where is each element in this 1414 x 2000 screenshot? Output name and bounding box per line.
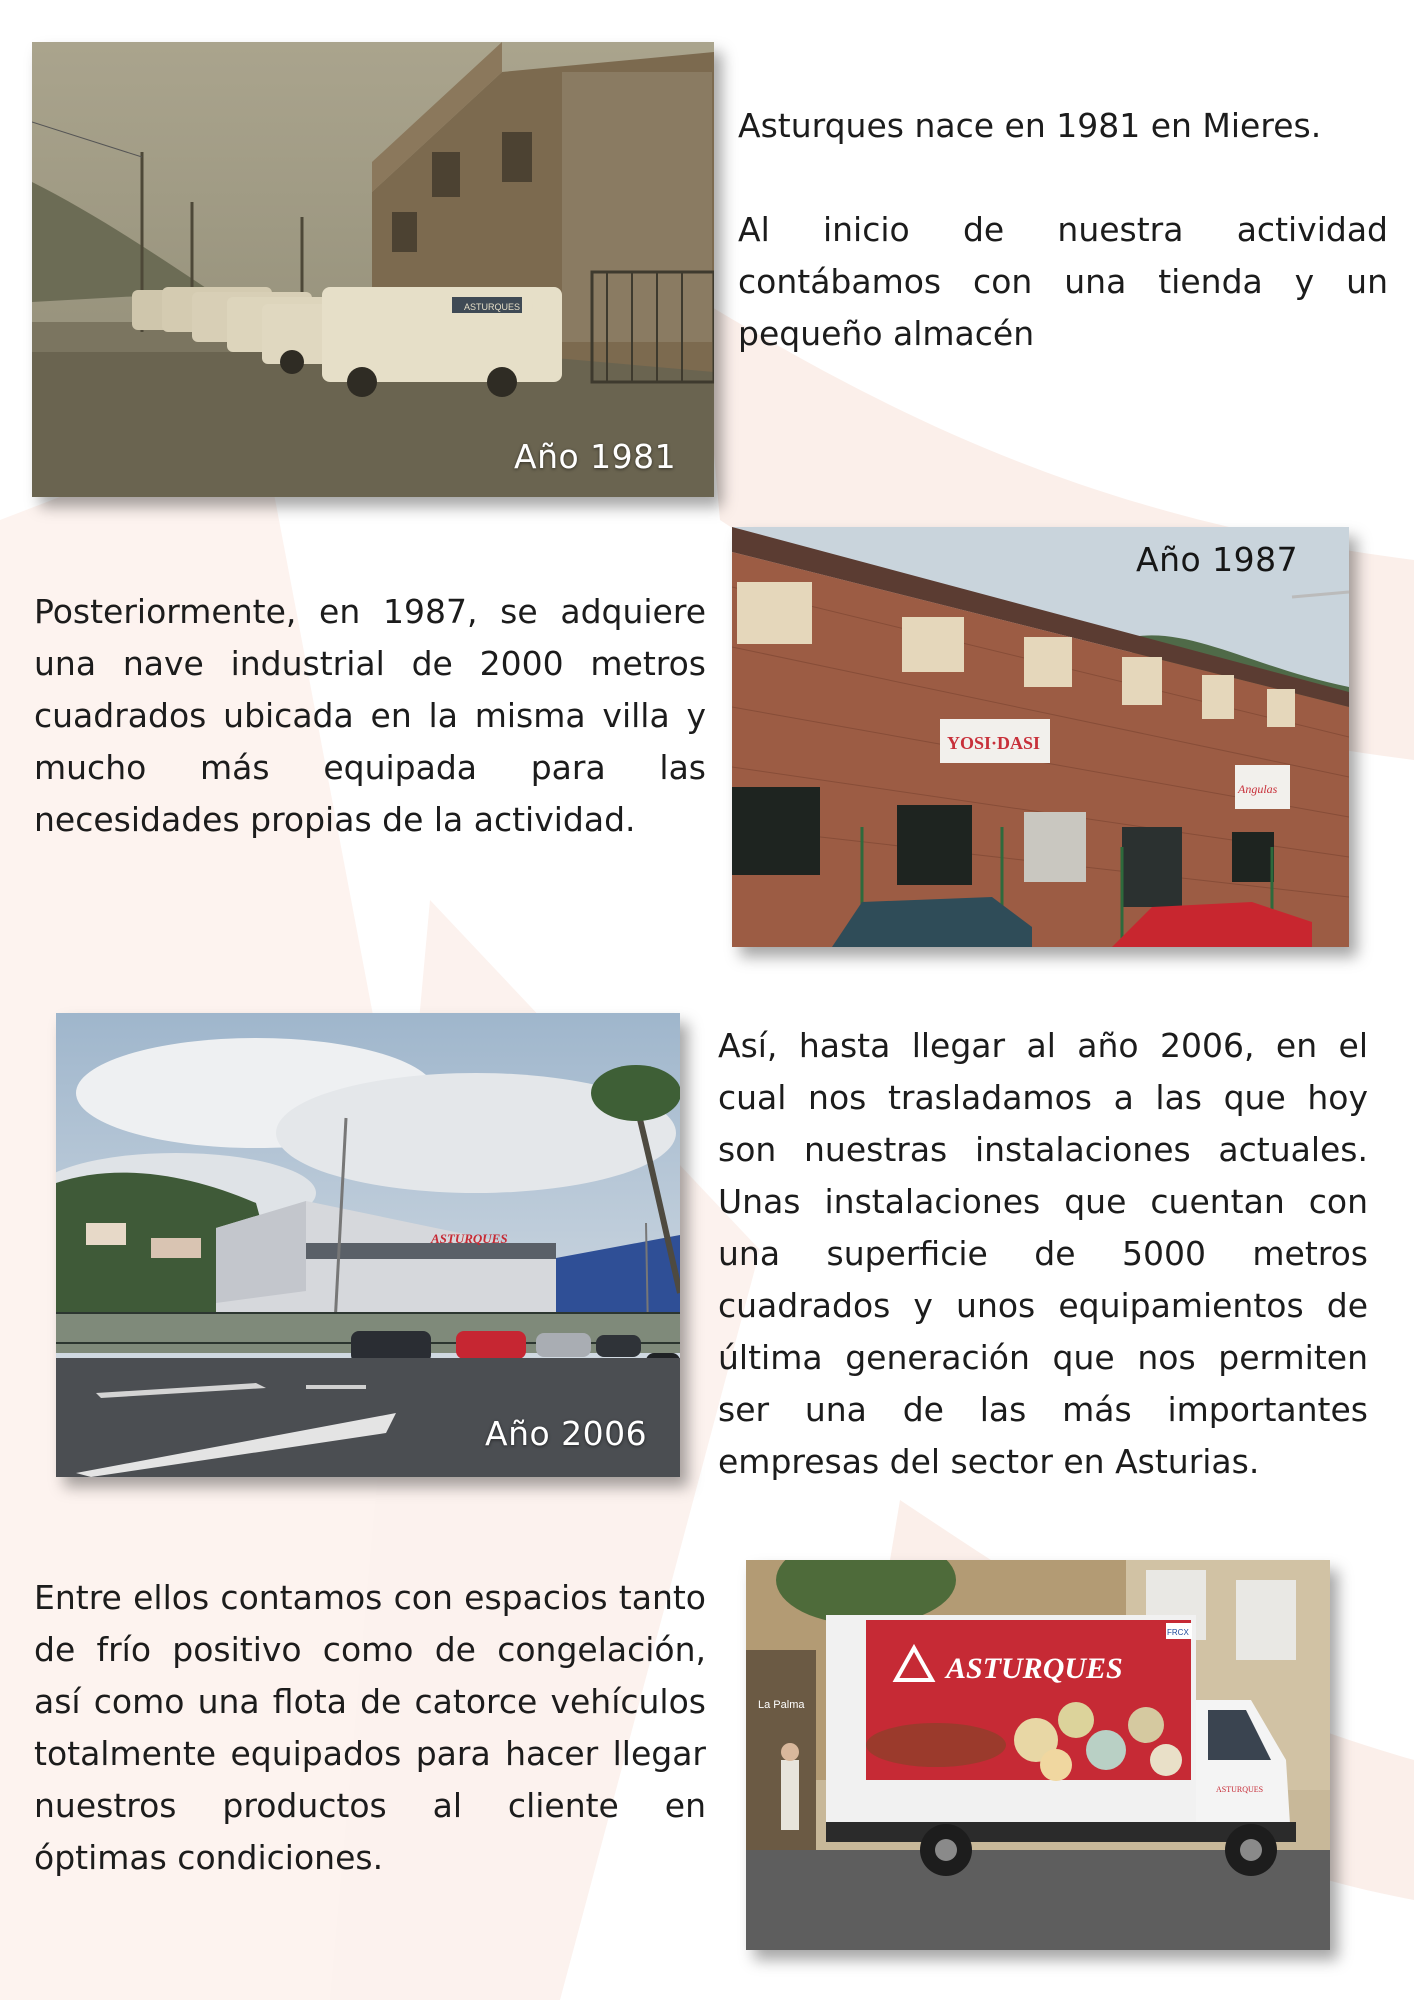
intro-sentence: Asturques nace en 1981 en Mieres. <box>738 106 1322 145</box>
caption-1981: Año 1981 <box>514 437 677 476</box>
photo-1987 <box>732 527 1349 947</box>
paragraph-1981 <box>738 100 1388 360</box>
photo-2006 <box>56 1013 680 1477</box>
truck-code-text: FRCX <box>1167 1628 1189 1637</box>
van-sign-text: ASTURQUES S.L. <box>464 302 539 312</box>
shop-sign-text: La Palma <box>758 1699 805 1711</box>
photo-1981 <box>32 42 714 497</box>
paragraph-1987: Posteriormente, en 1987, se adquiere una nave industrial de 2000 metros cuadrados ubicada en la misma villa y mucho más equipada para las necesidades propias de la actividad. <box>34 592 706 839</box>
paragraph-2006: Así, hasta llegar al año 2006, en el cual nos trasladamos a las que hoy son nuestras instalaciones actuales. Unas instalaciones que cuentan con una superficie de 5000 metros cuadrados y unos equipamientos de última generación que nos permiten ser una de las más importantes empresas del sector en Asturias. <box>718 1026 1368 1481</box>
truck-brand-text: ASTURQUES <box>946 1652 1123 1685</box>
cab-label-text: ASTURQUES <box>1216 1785 1264 1794</box>
sign-right-text: Angulas <box>1238 782 1278 796</box>
building-sign-text: ASTURQUES <box>431 1231 508 1246</box>
caption-1987: Año 1987 <box>1136 540 1299 579</box>
caption-2006: Año 2006 <box>485 1414 648 1453</box>
photo-fleet-truck <box>746 1560 1330 1950</box>
paragraph-fleet: Entre ellos contamos con espacios tanto de frío positivo como de congelación, así como una flota de catorce vehículos totalmente equipados para hacer llegar nuestros productos al cliente en óptimas condiciones. <box>34 1578 706 1877</box>
sign-left-text: YOSI·DASI <box>947 733 1041 753</box>
intro-detail: Al inicio de nuestra actividad contábamos con una tienda y un pequeño almacén <box>738 210 1388 353</box>
